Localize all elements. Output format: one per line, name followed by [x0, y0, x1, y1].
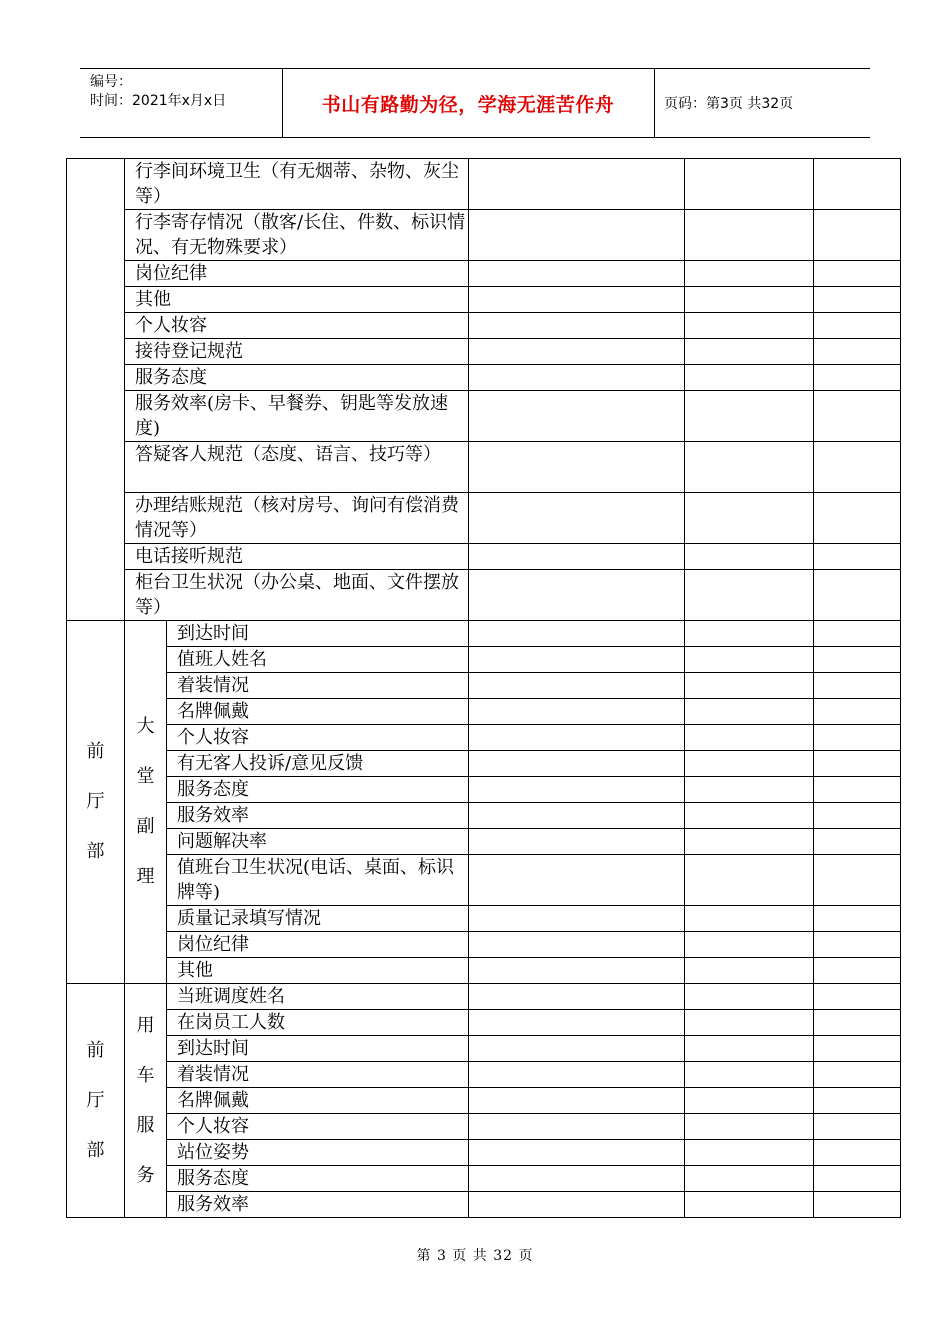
item-cell: 办理结账规范（核对房号、询问有偿消费情况等）	[125, 493, 469, 544]
empty-cell	[685, 932, 814, 958]
empty-cell	[814, 1010, 901, 1036]
empty-cell	[685, 699, 814, 725]
table-row	[67, 932, 901, 958]
table-row	[67, 1036, 901, 1062]
page-header	[80, 68, 870, 138]
empty-cell	[469, 906, 685, 932]
table-row	[67, 339, 901, 365]
dept-char: 部	[86, 841, 105, 862]
item-cell: 质量记录填写情况	[167, 906, 469, 932]
empty-cell	[685, 1062, 814, 1088]
item-cell: 着装情况	[167, 1062, 469, 1088]
item-cell: 站位姿势	[167, 1140, 469, 1166]
empty-cell	[814, 391, 901, 442]
empty-cell	[469, 751, 685, 777]
empty-cell	[814, 932, 901, 958]
item-cell: 到达时间	[167, 1036, 469, 1062]
empty-cell	[685, 621, 814, 647]
empty-cell	[685, 984, 814, 1010]
empty-cell	[469, 1166, 685, 1192]
empty-cell	[814, 544, 901, 570]
empty-cell	[469, 365, 685, 391]
table-row	[67, 906, 901, 932]
table-row	[67, 391, 901, 442]
item-cell: 着装情况	[167, 673, 469, 699]
empty-cell	[685, 391, 814, 442]
role-char: 用	[136, 1014, 155, 1036]
dept-char: 厅	[86, 791, 105, 812]
empty-cell	[685, 365, 814, 391]
date-line: 时间：2021年x月x日	[90, 93, 227, 109]
empty-cell	[685, 1010, 814, 1036]
empty-cell	[685, 829, 814, 855]
table-row	[67, 313, 901, 339]
item-cell: 名牌佩戴	[167, 1088, 469, 1114]
empty-cell	[469, 210, 685, 261]
empty-cell	[814, 725, 901, 751]
empty-cell	[685, 210, 814, 261]
empty-cell	[685, 803, 814, 829]
item-cell: 岗位纪律	[125, 261, 469, 287]
item-cell: 有无客人投诉/意见反馈	[167, 751, 469, 777]
item-cell: 到达时间	[167, 621, 469, 647]
empty-cell	[469, 803, 685, 829]
item-cell: 个人妆容	[125, 313, 469, 339]
item-cell: 值班人姓名	[167, 647, 469, 673]
empty-cell	[469, 493, 685, 544]
empty-cell	[469, 570, 685, 621]
empty-cell	[814, 1036, 901, 1062]
table-row	[67, 984, 901, 1010]
empty-cell	[685, 958, 814, 984]
empty-cell	[814, 751, 901, 777]
empty-cell	[469, 777, 685, 803]
item-cell: 电话接听规范	[125, 544, 469, 570]
empty-cell	[814, 210, 901, 261]
table-row	[67, 1192, 901, 1218]
header-motto: 书山有路勤为径，学海无涯苦作舟	[321, 93, 615, 116]
empty-cell	[814, 803, 901, 829]
item-cell: 服务态度	[125, 365, 469, 391]
empty-cell	[685, 1088, 814, 1114]
empty-cell	[469, 261, 685, 287]
header-page-info: 页码：第3页 共32页	[664, 96, 794, 112]
empty-cell	[814, 1114, 901, 1140]
empty-cell	[685, 673, 814, 699]
inspection-table	[66, 158, 901, 1218]
dept-cell	[67, 159, 125, 621]
table-row	[67, 751, 901, 777]
empty-cell	[685, 647, 814, 673]
dept-char: 前	[86, 741, 105, 762]
empty-cell	[814, 777, 901, 803]
table-row	[67, 855, 901, 906]
empty-cell	[814, 287, 901, 313]
empty-cell	[469, 932, 685, 958]
empty-cell	[814, 261, 901, 287]
empty-cell	[469, 699, 685, 725]
role-char: 理	[136, 866, 155, 887]
empty-cell	[469, 1088, 685, 1114]
empty-cell	[469, 647, 685, 673]
item-cell: 岗位纪律	[167, 932, 469, 958]
table-row	[67, 647, 901, 673]
empty-cell	[469, 621, 685, 647]
empty-cell	[685, 159, 814, 210]
item-cell: 服务态度	[167, 1166, 469, 1192]
empty-cell	[814, 1062, 901, 1088]
empty-cell	[469, 829, 685, 855]
dept-cell	[67, 621, 125, 984]
empty-cell	[814, 855, 901, 906]
item-cell: 答疑客人规范（态度、语言、技巧等）	[125, 442, 469, 493]
table-row	[67, 365, 901, 391]
item-cell: 在岗员工人数	[167, 1010, 469, 1036]
empty-cell	[814, 673, 901, 699]
empty-cell	[685, 1114, 814, 1140]
table-row	[67, 621, 901, 647]
item-cell: 服务效率	[167, 803, 469, 829]
empty-cell	[469, 673, 685, 699]
empty-cell	[685, 493, 814, 544]
header-divider	[654, 69, 655, 137]
table-row	[67, 159, 901, 210]
empty-cell	[685, 544, 814, 570]
empty-cell	[814, 339, 901, 365]
item-cell: 名牌佩戴	[167, 699, 469, 725]
inspection-table-body	[67, 159, 901, 1218]
table-row	[67, 1088, 901, 1114]
empty-cell	[685, 287, 814, 313]
empty-cell	[814, 984, 901, 1010]
empty-cell	[469, 725, 685, 751]
empty-cell	[469, 339, 685, 365]
item-cell: 行李间环境卫生（有无烟蒂、杂物、灰尘等）	[125, 159, 469, 210]
item-cell: 柜台卫生状况（办公桌、地面、文件摆放等）	[125, 570, 469, 621]
empty-cell	[814, 493, 901, 544]
empty-cell	[469, 1062, 685, 1088]
empty-cell	[814, 906, 901, 932]
role-char: 车	[136, 1064, 155, 1086]
empty-cell	[685, 855, 814, 906]
table-row	[67, 1010, 901, 1036]
table-row	[67, 1114, 901, 1140]
item-cell: 其他	[167, 958, 469, 984]
empty-cell	[469, 544, 685, 570]
table-row	[67, 261, 901, 287]
empty-cell	[685, 777, 814, 803]
empty-cell	[469, 1114, 685, 1140]
empty-cell	[685, 570, 814, 621]
empty-cell	[469, 1192, 685, 1218]
dept-char: 厅	[86, 1089, 105, 1111]
empty-cell	[685, 751, 814, 777]
role-cell	[125, 621, 167, 984]
serial-label: 编号：	[90, 74, 132, 90]
item-cell: 值班台卫生状况(电话、桌面、标识牌等)	[167, 855, 469, 906]
empty-cell	[814, 1192, 901, 1218]
empty-cell	[469, 391, 685, 442]
empty-cell	[814, 958, 901, 984]
empty-cell	[469, 1140, 685, 1166]
table-row	[67, 570, 901, 621]
table-row	[67, 673, 901, 699]
empty-cell	[469, 1036, 685, 1062]
dept-char: 部	[86, 1139, 105, 1161]
empty-cell	[814, 570, 901, 621]
dept-cell	[67, 984, 125, 1218]
empty-cell	[685, 442, 814, 493]
role-char: 大	[136, 716, 155, 737]
empty-cell	[469, 1010, 685, 1036]
item-cell: 其他	[125, 287, 469, 313]
empty-cell	[814, 313, 901, 339]
empty-cell	[814, 829, 901, 855]
empty-cell	[685, 1166, 814, 1192]
table-row	[67, 287, 901, 313]
item-cell: 服务效率	[167, 1192, 469, 1218]
table-row	[67, 1166, 901, 1192]
table-row	[67, 1062, 901, 1088]
item-cell: 个人妆容	[167, 1114, 469, 1140]
empty-cell	[685, 1036, 814, 1062]
empty-cell	[814, 621, 901, 647]
table-row	[67, 442, 901, 493]
empty-cell	[814, 442, 901, 493]
empty-cell	[469, 313, 685, 339]
item-cell: 服务效率(房卡、早餐券、钥匙等发放速度)	[125, 391, 469, 442]
table-row	[67, 803, 901, 829]
role-cell	[125, 984, 167, 1218]
item-cell: 行李寄存情况（散客/长住、件数、标识情况、有无物殊要求）	[125, 210, 469, 261]
empty-cell	[469, 984, 685, 1010]
empty-cell	[469, 958, 685, 984]
empty-cell	[469, 855, 685, 906]
empty-cell	[685, 1140, 814, 1166]
empty-cell	[814, 1088, 901, 1114]
empty-cell	[685, 1192, 814, 1218]
table-row	[67, 544, 901, 570]
empty-cell	[685, 906, 814, 932]
empty-cell	[685, 261, 814, 287]
header-left	[90, 73, 226, 111]
table-row	[67, 725, 901, 751]
item-cell: 服务态度	[167, 777, 469, 803]
table-row	[67, 493, 901, 544]
item-cell: 个人妆容	[167, 725, 469, 751]
empty-cell	[814, 647, 901, 673]
table-row	[67, 829, 901, 855]
empty-cell	[469, 287, 685, 313]
table-row	[67, 1140, 901, 1166]
role-char: 副	[136, 816, 155, 837]
table-row	[67, 210, 901, 261]
page-footer: 第 3 页 共 32 页	[416, 1248, 534, 1264]
empty-cell	[469, 442, 685, 493]
empty-cell	[814, 1166, 901, 1192]
role-char: 堂	[136, 766, 155, 787]
table-row	[67, 958, 901, 984]
empty-cell	[814, 365, 901, 391]
item-cell: 问题解决率	[167, 829, 469, 855]
empty-cell	[814, 699, 901, 725]
item-cell: 接待登记规范	[125, 339, 469, 365]
empty-cell	[685, 339, 814, 365]
empty-cell	[685, 313, 814, 339]
role-char: 务	[136, 1164, 155, 1186]
empty-cell	[469, 159, 685, 210]
table-row	[67, 777, 901, 803]
dept-char: 前	[86, 1039, 105, 1061]
empty-cell	[814, 159, 901, 210]
item-cell: 当班调度姓名	[167, 984, 469, 1010]
role-char: 服	[136, 1114, 155, 1136]
table-row	[67, 699, 901, 725]
empty-cell	[685, 725, 814, 751]
empty-cell	[814, 1140, 901, 1166]
